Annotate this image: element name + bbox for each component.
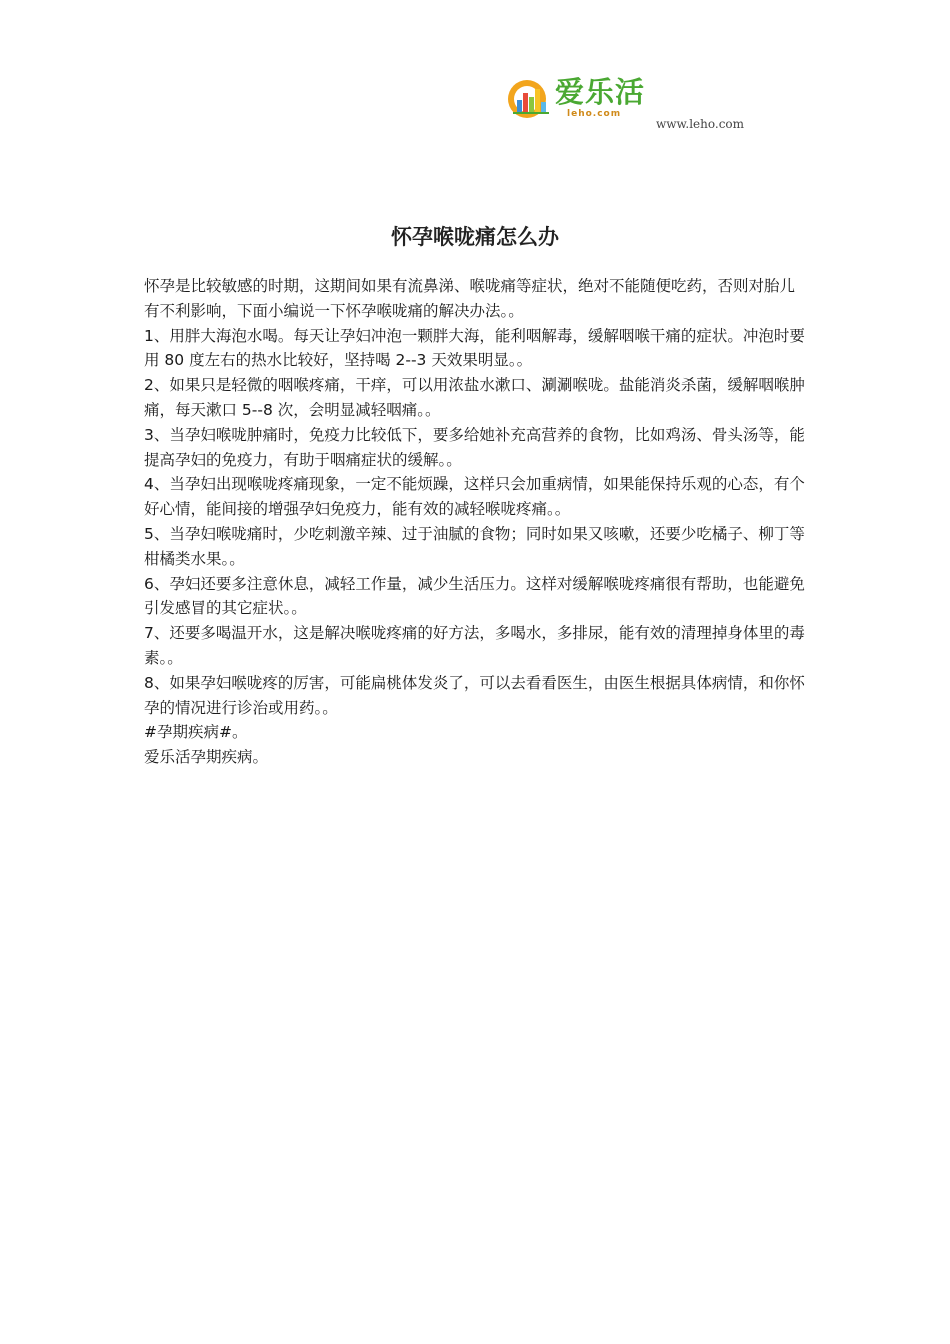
site-url: www.leho.com — [656, 117, 745, 131]
tip-2: 2、如果只是轻微的咽喉疼痛，干痒，可以用浓盐水漱口、涮涮喉咙。盐能消炎杀菌，缓解咽喉肿痛，每天漱口 5--8 次，会明显减轻咽痛。。 — [144, 376, 805, 419]
tip-1: 1、用胖大海泡水喝。每天让孕妇冲泡一颗胖大海，能利咽解毒，缓解咽喉干痛的症状。冲泡时要用 80 度左右的热水比较好，坚持喝 2--3 天效果明显。。 — [144, 326, 805, 370]
tip-4: 4、当孕妇出现喉咙疼痛现象，一定不能烦躁，这样只会加重病情，如果能保持乐观的心态，有个好心情，能间接的增强孕妇免疫力，能有效的减轻喉咙疼痛。。 — [144, 475, 805, 519]
site-header — [505, 72, 765, 134]
tip-6: 6、孕妇还要多注意休息，减轻工作量，减少生活压力。这样对缓解喉咙疼痛很有帮助，也能避免引发感冒的其它症状。。 — [144, 574, 805, 618]
tip-3: 3、当孕妇喉咙肿痛时，免疫力比较低下，要多给她补充高营养的食物，比如鸡汤、骨头汤等，能提高孕妇的免疫力，有助于咽痛症状的缓解。。 — [144, 425, 805, 469]
tip-5: 5、当孕妇喉咙痛时，少吃刺激辛辣、过于油腻的食物；同时如果又咳嗽，还要少吃橘子、柳丁等柑橘类水果。。 — [144, 524, 805, 568]
tip-8: 8、如果孕妇喉咙疼的厉害，可能扁桃体发炎了，可以去看看医生，由医生根据具体病情，和你怀孕的情况进行诊治或用药。。 — [144, 673, 805, 717]
topic-tag: #孕期疾病#。 — [144, 723, 248, 742]
logo-domain-text: leho.com — [567, 109, 622, 119]
tip-7: 7、还要多喝温开水，这是解决喉咙疼痛的好方法，多喝水，多排尿，能有效的清理掉身体里的毒素。。 — [144, 624, 805, 667]
leho-logo-icon — [505, 76, 553, 120]
article-body — [144, 274, 806, 770]
article-title: 怀孕喉咙痛怎么办 — [391, 225, 559, 249]
category-label: 爱乐活孕期疾病。 — [144, 748, 269, 767]
intro-paragraph: 怀孕是比较敏感的时期，这期间如果有流鼻涕、喉咙痛等症状，绝对不能随便吃药，否则对胎儿有不利影响，下面小编说一下怀孕喉咙痛的解决办法。。 — [144, 277, 796, 320]
logo-chinese-text: 爱乐活 — [555, 75, 646, 109]
